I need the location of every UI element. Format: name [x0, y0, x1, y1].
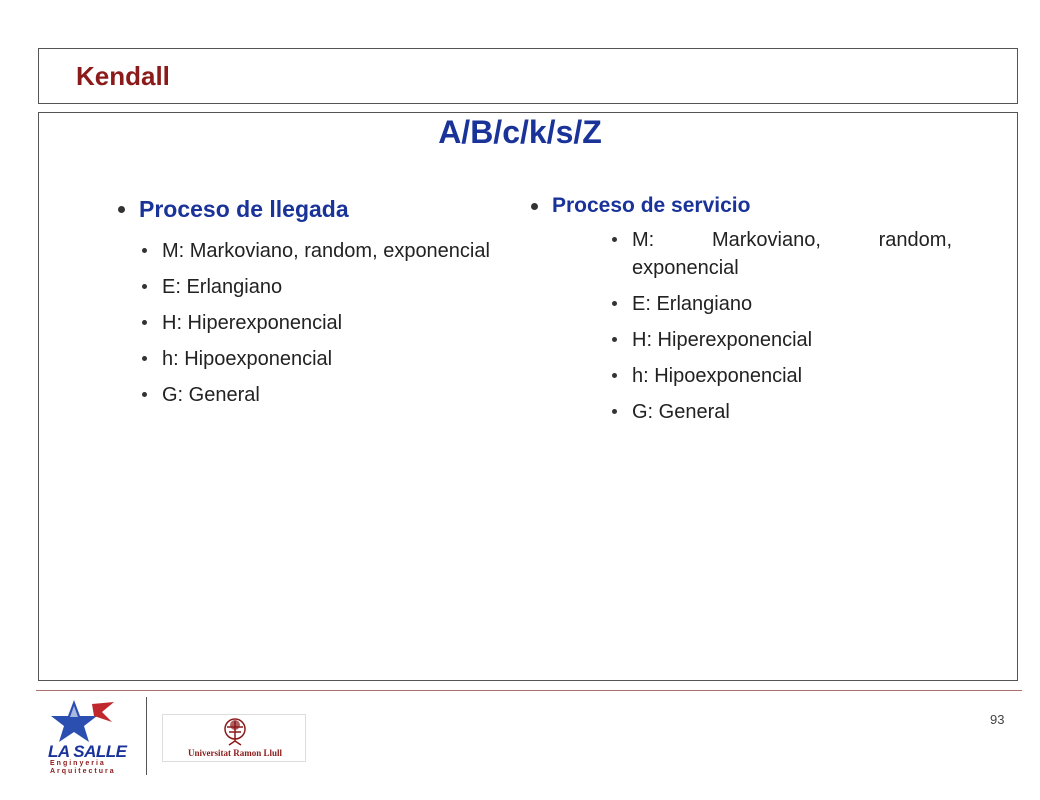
service-process-list [612, 226, 952, 426]
list-item: M: Markoviano, random, exponencial [142, 237, 508, 265]
title-box [38, 48, 1018, 104]
slide-heading: A/B/c/k/s/Z [438, 114, 602, 150]
arrival-process-column [118, 196, 508, 417]
footer-divider [36, 690, 1022, 691]
arrival-process-list [142, 237, 508, 409]
page-number: 93 [990, 712, 1005, 727]
bullet-icon [142, 248, 147, 253]
list-item: h: Hipoexponencial [142, 345, 508, 373]
lasalle-logo [44, 696, 134, 780]
list-item: H: Hiperexponencial [612, 326, 952, 354]
arrival-process-title: Proceso de llegada [139, 196, 349, 222]
bullet-icon [142, 356, 147, 361]
service-process-column [531, 194, 961, 434]
list-item: H: Hiperexponencial [142, 309, 508, 337]
bullet-icon [612, 237, 617, 242]
list-item: G: General [612, 398, 952, 426]
list-item: E: Erlangiano [142, 273, 508, 301]
bullet-icon [142, 284, 147, 289]
lasalle-star-icon [44, 696, 134, 746]
bullet-icon [142, 320, 147, 325]
bullet-icon [612, 409, 617, 414]
list-item: G: General [142, 381, 508, 409]
service-process-title: Proceso de servicio [552, 194, 751, 217]
lasalle-subtitle: Enginyeria Arquitectura [50, 760, 116, 775]
bullet-icon [612, 373, 617, 378]
bullet-icon [612, 301, 617, 306]
bullet-icon [118, 206, 125, 213]
bullet-icon [531, 203, 538, 210]
bullet-icon [142, 392, 147, 397]
logo-divider [146, 697, 147, 775]
url-name: Universitat Ramon Llull [187, 748, 282, 758]
service-process-heading [531, 194, 961, 218]
lasalle-name: LA SALLE [48, 742, 127, 761]
arrival-process-heading [118, 196, 508, 223]
list-item: E: Erlangiano [612, 290, 952, 318]
list-item: M: Markoviano, random, exponencial [612, 226, 952, 282]
list-item: h: Hipoexponencial [612, 362, 952, 390]
bullet-icon [612, 337, 617, 342]
url-logo [162, 714, 306, 762]
slide-title: Kendall [76, 61, 170, 91]
tree-icon [163, 715, 307, 749]
